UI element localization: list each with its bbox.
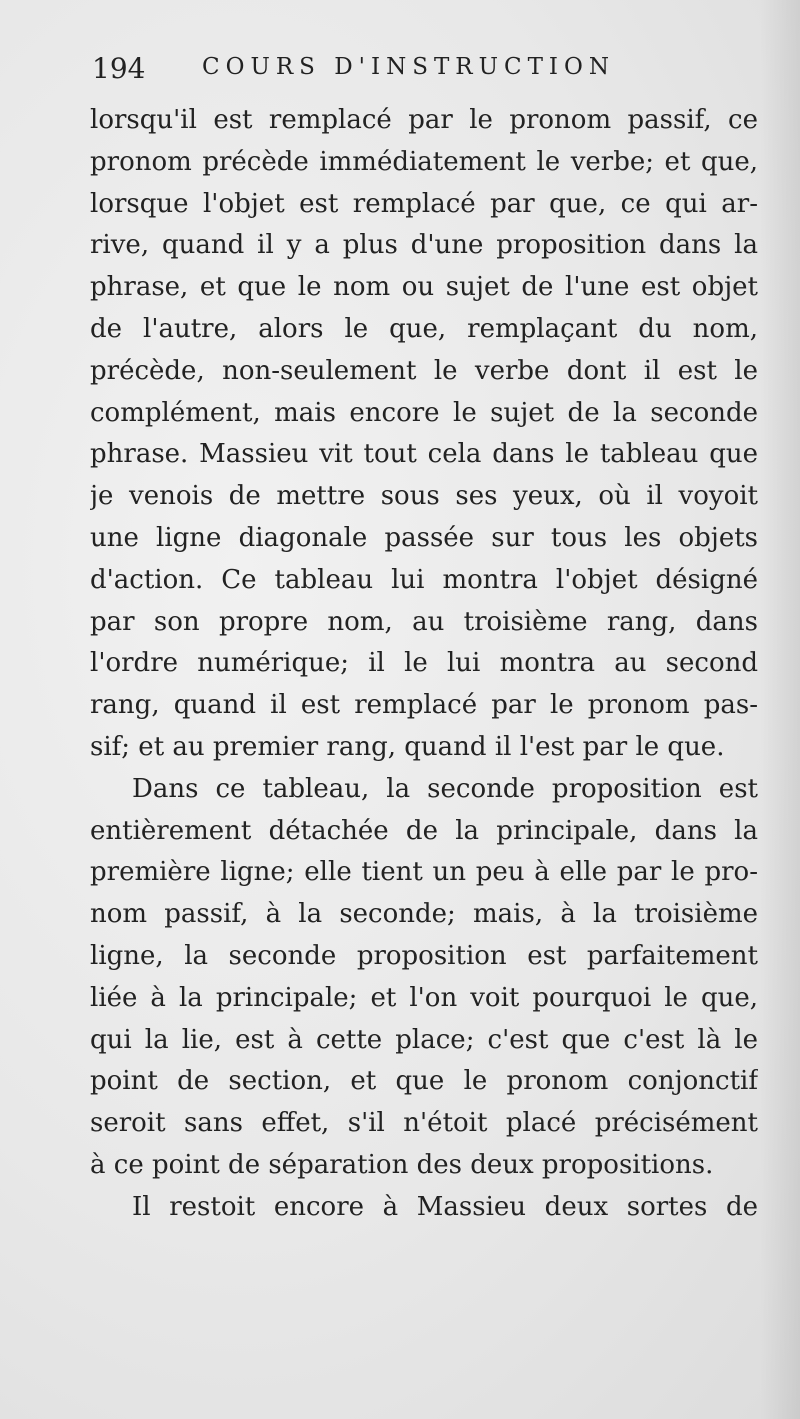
text-line: première ligne; elle tient un peu à elle par le pro-: [90, 857, 758, 888]
page-edge-shadow: [760, 0, 800, 1419]
text-line: par son propre nom, au troisième rang, dans: [90, 606, 758, 637]
text-line: qui la lie, est à cette place; c'est que c'est là le: [90, 1024, 758, 1055]
text-line: entièrement détachée de la principale, dans la: [90, 815, 758, 846]
body-text: [90, 100, 758, 1229]
page-number: 194: [92, 52, 146, 85]
page-header: [92, 52, 772, 92]
text-line: l'ordre numérique; il le lui montra au second: [90, 648, 758, 679]
text-line: rive, quand il y a plus d'une proposition dans la: [90, 230, 758, 261]
text-line: précède, non-seulement le verbe dont il est le: [90, 355, 758, 386]
text-line: phrase, et que le nom ou sujet de l'une est objet: [90, 272, 758, 303]
running-title: COURS D'INSTRUCTION: [202, 54, 615, 80]
text-line: point de section, et que le pronom conjonctif: [90, 1066, 758, 1097]
text-line: complément, mais encore le sujet de la seconde: [90, 397, 758, 428]
text-line: phrase. Massieu vit tout cela dans le tableau que: [90, 439, 758, 470]
text-line: sif; et au premier rang, quand il l'est par le que.: [90, 731, 725, 762]
text-line: seroit sans effet, s'il n'étoit placé précisément: [90, 1108, 758, 1139]
text-line: de l'autre, alors le que, remplaçant du nom,: [90, 313, 758, 344]
text-line: rang, quand il est remplacé par le pronom pas-: [90, 690, 758, 721]
text-line: nom passif, à la seconde; mais, à la troisième: [90, 899, 758, 930]
text-line: pronom précède immédiatement le verbe; et que,: [90, 146, 758, 177]
text-line: je venois de mettre sous ses yeux, où il voyoit: [90, 481, 758, 512]
text-line: d'action. Ce tableau lui montra l'objet désigné: [90, 564, 758, 595]
text-line: lorsqu'il est remplacé par le pronom passif, ce: [90, 105, 758, 135]
text-line: Il restoit encore à Massieu deux sortes de: [132, 1191, 758, 1222]
text-line: Dans ce tableau, la seconde proposition est: [132, 773, 758, 804]
text-line: lorsque l'objet est remplacé par que, ce qui ar-: [90, 188, 758, 219]
text-line: ligne, la seconde proposition est parfaitement: [90, 940, 758, 971]
text-line: à ce point de séparation des deux propositions.: [90, 1149, 714, 1180]
text-line: liée à la principale; et l'on voit pourquoi le que,: [90, 982, 758, 1013]
text-line: une ligne diagonale passée sur tous les objets: [90, 522, 758, 553]
